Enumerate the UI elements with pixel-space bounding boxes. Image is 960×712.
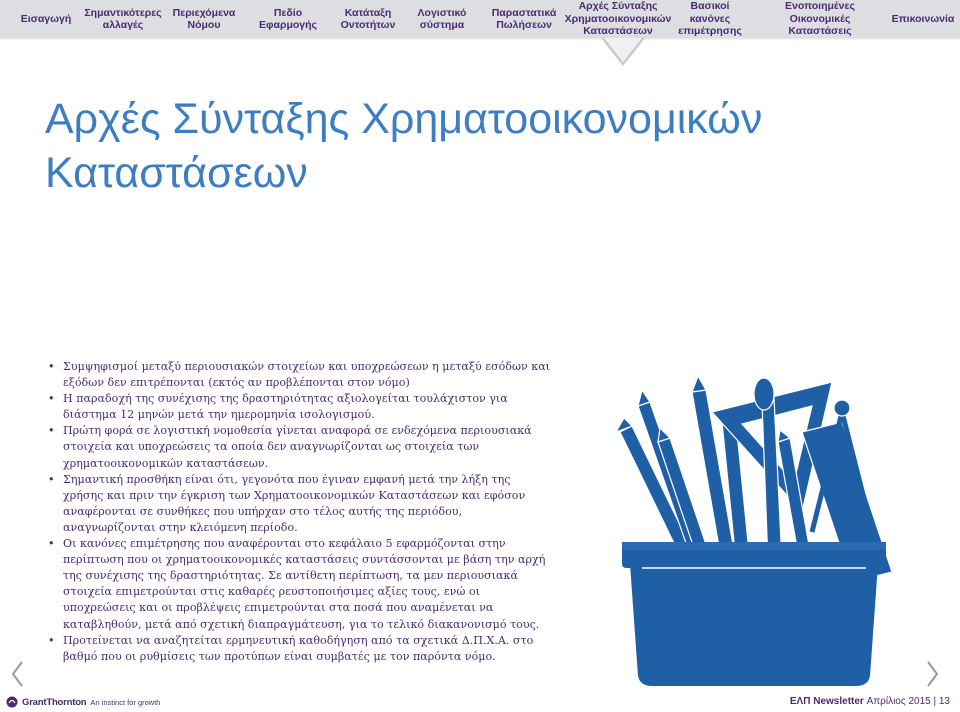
newsletter-label: ΕΛΠ Newsletter: [789, 696, 864, 707]
chevron-right-icon[interactable]: [926, 660, 940, 688]
nav-item-fs-principles[interactable]: Αρχές Σύνταξης Χρηματοοικονομικών Καταστάσεων: [564, 0, 672, 38]
logo-tagline: An instinct for growth: [90, 697, 161, 707]
nav-item-intro[interactable]: Εισαγωγή: [20, 12, 72, 25]
footer-info: [790, 696, 950, 707]
bullet-item: • Η παραδοχή της συνέχισης της δραστηριότητας αξιολογείται τουλάχιστον για διάστημα 12 μηνών μετά την ημερομηνία ισολογισμού.: [46, 391, 552, 423]
chevron-left-icon[interactable]: [10, 660, 24, 688]
nav-item-sales-documents[interactable]: Παραστατικά Πωλήσεων: [491, 6, 557, 31]
logo-mark-icon: [6, 696, 18, 708]
bullet-item: • Οι κανόνες επιμέτρησης που αναφέρονται στο κεφάλαιο 5 εφαρμόζονται στην περίπτωση που οι χρηματοοικονομικές καταστάσεις συντάσσονται με βάση την αρχή της συνέχισης της δραστηριότητας. Σε αντίθετη περίπτωση, τα μεν περιουσιακά στοιχεία επιμετρούνται στις καθαρές ρευστοποιήσιμες αξίες τους, ενώ οι υποχρεώσεις και οι προβλέψεις επιμετρούνται στα ποσά που αναμένεται να καταβληθούν, μετά από σχετική διαπραγμάτευση, για το τελικό διακανονισμό τους.: [46, 536, 552, 633]
bullet-item: • Πρώτη φορά σε λογιστική νομοθεσία γίνεται αναφορά σε ενδεχόμενα περιουσιακά στοιχεία και υποχρεώσεις τα οποία δεν αναγνωρίζονται ως στοιχεία των χρηματοοικονομικών καταστάσεων.: [46, 423, 552, 471]
logo-name: GrantThornton: [22, 696, 87, 708]
nav-item-scope[interactable]: Πεδίο Εφαρμογής: [258, 6, 318, 31]
nav-item-contact[interactable]: Επικοινωνία: [891, 12, 955, 25]
nav-item-consolidated-fs[interactable]: Ενοποιημένες Οικονομικές Καταστάσεις: [785, 0, 855, 38]
footer-separator: |: [933, 696, 937, 707]
bullet-item: • Προτείνεται να αναζητείται ερμηνευτική καθοδήγηση από τα σχετικά Δ.Π.Χ.Α. στο βαθμό που οι ρυθμίσεις των προτύπων είναι συμβατές με τον παρόντα νόμο.: [46, 633, 552, 665]
stationery-cup-icon: [602, 372, 906, 690]
bullet-list: [46, 359, 552, 665]
nav-item-accounting-system[interactable]: Λογιστικό σύστημα: [417, 6, 467, 31]
top-navigation: [0, 0, 960, 38]
nav-item-key-changes[interactable]: Σημαντικότερες αλλαγές: [84, 6, 162, 31]
nav-item-law-contents[interactable]: Περιεχόμενα Νόμου: [172, 6, 236, 31]
page-number: 13: [938, 696, 950, 707]
active-tab-pointer-inner: [604, 38, 642, 62]
bullet-item: • Σημαντική προσθήκη είναι ότι, γεγονότα που έγιναν εμφανή μετά την λήξη της χρήσης και πριν την έγκριση των Χρηματοοικονομικών Καταστάσεων και εφόσον αναφέρονται σε συνθήκες που υπήρχαν στο τέλος αυτής της περιόδου, αναγνωρίζονται στην κλειόμενη περίοδο.: [46, 472, 552, 536]
nav-item-measurement-rules[interactable]: Βασικοί κανόνες επιμέτρησης: [678, 0, 742, 38]
footer-date: Απρίλιος 2015: [866, 696, 931, 707]
company-logo: [6, 695, 160, 709]
nav-item-entity-classification[interactable]: Κατάταξη Οντοτήτων: [340, 6, 396, 31]
bullet-item: • Συμψηφισμοί μεταξύ περιουσιακών στοιχείων και υποχρεώσεων η μεταξύ εσόδων και εξόδων δεν επιτρέπονται (εκτός αν προβλέπονται στον νόμο): [46, 359, 552, 391]
page-title: Αρχές Σύνταξης Χρηματοοικονομικών Καταστάσεων: [45, 95, 763, 197]
